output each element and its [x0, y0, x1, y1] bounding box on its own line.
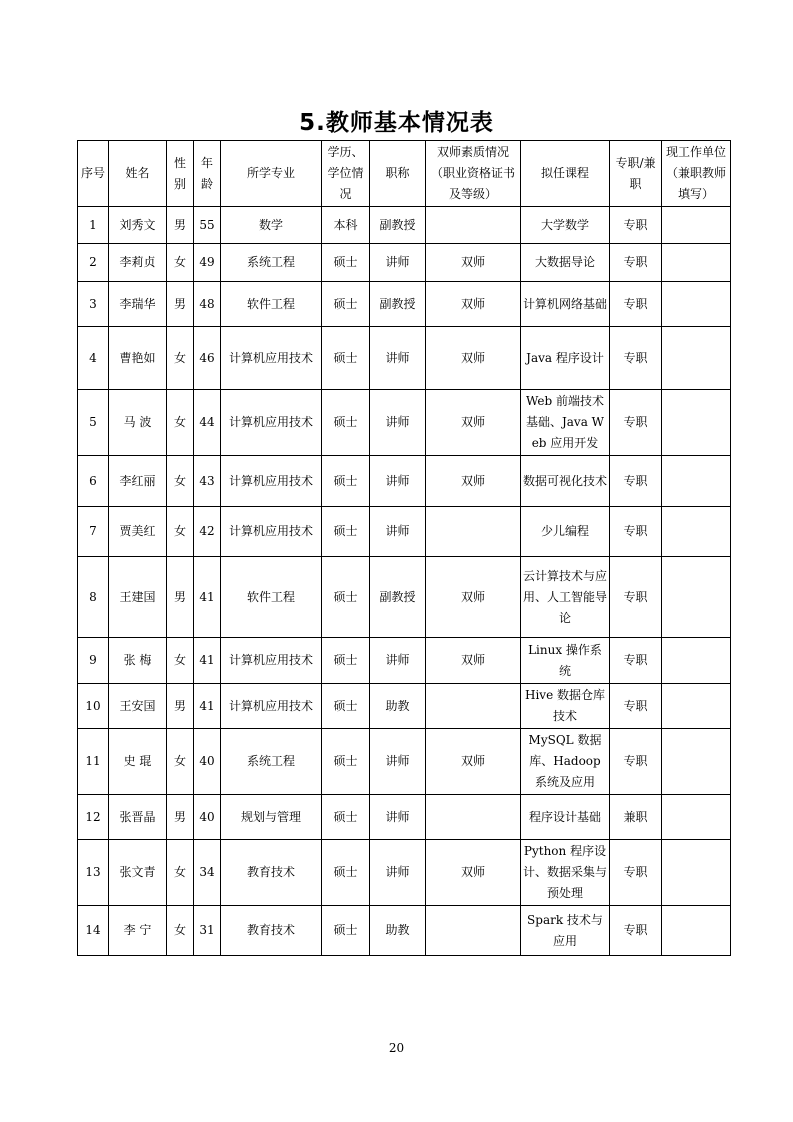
cell-no: 4 [78, 327, 109, 390]
cell-age: 55 [194, 207, 221, 244]
cell-type: 专职 [610, 557, 662, 638]
cell-age: 34 [194, 840, 221, 906]
cell-type: 专职 [610, 327, 662, 390]
table-row [78, 456, 731, 507]
cell-name: 张 梅 [109, 638, 167, 684]
cell-unit [662, 684, 731, 729]
cell-gender: 女 [167, 638, 194, 684]
cell-degree: 硕士 [322, 684, 370, 729]
cell-no: 10 [78, 684, 109, 729]
col-header-course: 拟任课程 [521, 141, 610, 207]
cell-name: 李莉贞 [109, 244, 167, 282]
cell-unit [662, 507, 731, 557]
cell-title: 助教 [370, 684, 426, 729]
cell-dual: 双师 [426, 557, 521, 638]
col-header-age: 年龄 [194, 141, 221, 207]
cell-gender: 男 [167, 207, 194, 244]
cell-degree: 硕士 [322, 557, 370, 638]
cell-type: 专职 [610, 684, 662, 729]
cell-course: 数据可视化技术 [521, 456, 610, 507]
table-row [78, 244, 731, 282]
cell-degree: 硕士 [322, 282, 370, 327]
col-header-gender: 性别 [167, 141, 194, 207]
cell-unit [662, 327, 731, 390]
cell-degree: 硕士 [322, 795, 370, 840]
cell-age: 40 [194, 795, 221, 840]
cell-gender: 女 [167, 327, 194, 390]
cell-no: 7 [78, 507, 109, 557]
cell-unit [662, 456, 731, 507]
cell-course: 少儿编程 [521, 507, 610, 557]
cell-no: 9 [78, 638, 109, 684]
cell-title: 讲师 [370, 244, 426, 282]
cell-title: 讲师 [370, 507, 426, 557]
cell-major: 计算机应用技术 [221, 327, 322, 390]
cell-age: 43 [194, 456, 221, 507]
table-body [78, 207, 731, 956]
table-row [78, 557, 731, 638]
cell-major: 计算机应用技术 [221, 638, 322, 684]
cell-gender: 女 [167, 729, 194, 795]
cell-title: 讲师 [370, 456, 426, 507]
cell-major: 教育技术 [221, 906, 322, 956]
table-row [78, 906, 731, 956]
cell-degree: 硕士 [322, 638, 370, 684]
cell-type: 专职 [610, 507, 662, 557]
cell-major: 软件工程 [221, 282, 322, 327]
cell-title: 讲师 [370, 729, 426, 795]
cell-title: 副教授 [370, 282, 426, 327]
cell-no: 13 [78, 840, 109, 906]
cell-age: 41 [194, 638, 221, 684]
cell-type: 专职 [610, 906, 662, 956]
cell-name: 李瑞华 [109, 282, 167, 327]
cell-type: 专职 [610, 282, 662, 327]
cell-type: 专职 [610, 456, 662, 507]
cell-no: 14 [78, 906, 109, 956]
cell-dual [426, 507, 521, 557]
cell-dual [426, 207, 521, 244]
cell-age: 41 [194, 557, 221, 638]
cell-unit [662, 557, 731, 638]
cell-title: 副教授 [370, 557, 426, 638]
cell-degree: 硕士 [322, 244, 370, 282]
cell-gender: 女 [167, 390, 194, 456]
cell-type: 兼职 [610, 795, 662, 840]
cell-name: 史 琨 [109, 729, 167, 795]
col-header-type: 专职/兼职 [610, 141, 662, 207]
cell-type: 专职 [610, 244, 662, 282]
cell-degree: 硕士 [322, 840, 370, 906]
table-row [78, 840, 731, 906]
cell-course: Java 程序设计 [521, 327, 610, 390]
cell-gender: 男 [167, 684, 194, 729]
cell-major: 数学 [221, 207, 322, 244]
cell-unit [662, 390, 731, 456]
cell-gender: 女 [167, 507, 194, 557]
cell-dual: 双师 [426, 244, 521, 282]
cell-age: 48 [194, 282, 221, 327]
cell-no: 2 [78, 244, 109, 282]
cell-name: 张晋晶 [109, 795, 167, 840]
cell-dual: 双师 [426, 390, 521, 456]
cell-dual: 双师 [426, 456, 521, 507]
cell-gender: 男 [167, 557, 194, 638]
cell-name: 曹艳如 [109, 327, 167, 390]
cell-title: 助教 [370, 906, 426, 956]
cell-age: 49 [194, 244, 221, 282]
cell-dual: 双师 [426, 638, 521, 684]
cell-age: 46 [194, 327, 221, 390]
col-header-unit: 现工作单位（兼职教师填写） [662, 141, 731, 207]
cell-title: 讲师 [370, 840, 426, 906]
table-row [78, 795, 731, 840]
cell-major: 系统工程 [221, 729, 322, 795]
cell-type: 专职 [610, 840, 662, 906]
cell-no: 8 [78, 557, 109, 638]
col-header-title: 职称 [370, 141, 426, 207]
table-row [78, 684, 731, 729]
cell-unit [662, 282, 731, 327]
table-row [78, 507, 731, 557]
cell-name: 张文青 [109, 840, 167, 906]
cell-course: 云计算技术与应用、人工智能导论 [521, 557, 610, 638]
cell-age: 41 [194, 684, 221, 729]
cell-unit [662, 906, 731, 956]
cell-degree: 硕士 [322, 729, 370, 795]
cell-dual [426, 906, 521, 956]
cell-course: Spark 技术与应用 [521, 906, 610, 956]
cell-unit [662, 207, 731, 244]
cell-course: 计算机网络基础 [521, 282, 610, 327]
cell-gender: 女 [167, 840, 194, 906]
teacher-info-table [77, 140, 731, 956]
cell-age: 40 [194, 729, 221, 795]
cell-no: 3 [78, 282, 109, 327]
cell-gender: 男 [167, 282, 194, 327]
cell-degree: 本科 [322, 207, 370, 244]
cell-unit [662, 795, 731, 840]
col-header-major: 所学专业 [221, 141, 322, 207]
cell-no: 11 [78, 729, 109, 795]
cell-gender: 女 [167, 906, 194, 956]
cell-gender: 女 [167, 244, 194, 282]
cell-unit [662, 840, 731, 906]
cell-dual: 双师 [426, 840, 521, 906]
cell-dual [426, 684, 521, 729]
table-row [78, 207, 731, 244]
table-row [78, 729, 731, 795]
cell-course: Web 前端技术基础、Java Web 应用开发 [521, 390, 610, 456]
table-title: 5.教师基本情况表 [299, 110, 494, 136]
cell-degree: 硕士 [322, 906, 370, 956]
cell-major: 教育技术 [221, 840, 322, 906]
cell-type: 专职 [610, 390, 662, 456]
cell-major: 计算机应用技术 [221, 507, 322, 557]
page-number: 20 [388, 1041, 405, 1055]
header-row [78, 141, 731, 207]
cell-degree: 硕士 [322, 327, 370, 390]
cell-major: 计算机应用技术 [221, 684, 322, 729]
table-row [78, 390, 731, 456]
cell-name: 王建国 [109, 557, 167, 638]
cell-title: 讲师 [370, 390, 426, 456]
cell-no: 5 [78, 390, 109, 456]
cell-major: 规划与管理 [221, 795, 322, 840]
cell-type: 专职 [610, 729, 662, 795]
table-row [78, 282, 731, 327]
cell-age: 42 [194, 507, 221, 557]
cell-gender: 男 [167, 795, 194, 840]
col-header-dual: 双师素质情况（职业资格证书及等级） [426, 141, 521, 207]
cell-dual: 双师 [426, 282, 521, 327]
cell-course: 大学数学 [521, 207, 610, 244]
cell-name: 刘秀文 [109, 207, 167, 244]
cell-course: Python 程序设计、数据采集与预处理 [521, 840, 610, 906]
cell-major: 系统工程 [221, 244, 322, 282]
cell-no: 6 [78, 456, 109, 507]
cell-course: Hive 数据仓库技术 [521, 684, 610, 729]
cell-title: 讲师 [370, 638, 426, 684]
cell-dual [426, 795, 521, 840]
col-header-degree: 学历、学位情况 [322, 141, 370, 207]
cell-major: 计算机应用技术 [221, 390, 322, 456]
cell-unit [662, 638, 731, 684]
cell-name: 马 波 [109, 390, 167, 456]
cell-title: 讲师 [370, 327, 426, 390]
table-row [78, 638, 731, 684]
cell-name: 李 宁 [109, 906, 167, 956]
col-header-no: 序号 [78, 141, 109, 207]
cell-name: 贾美红 [109, 507, 167, 557]
cell-dual: 双师 [426, 729, 521, 795]
cell-course: 大数据导论 [521, 244, 610, 282]
cell-title: 副教授 [370, 207, 426, 244]
cell-type: 专职 [610, 207, 662, 244]
cell-degree: 硕士 [322, 456, 370, 507]
cell-no: 12 [78, 795, 109, 840]
cell-unit [662, 729, 731, 795]
cell-age: 31 [194, 906, 221, 956]
table-row [78, 327, 731, 390]
cell-type: 专职 [610, 638, 662, 684]
cell-dual: 双师 [426, 327, 521, 390]
cell-degree: 硕士 [322, 390, 370, 456]
cell-no: 1 [78, 207, 109, 244]
cell-name: 李红丽 [109, 456, 167, 507]
cell-title: 讲师 [370, 795, 426, 840]
cell-course: MySQL 数据库、Hadoop 系统及应用 [521, 729, 610, 795]
cell-major: 软件工程 [221, 557, 322, 638]
cell-course: Linux 操作系统 [521, 638, 610, 684]
cell-major: 计算机应用技术 [221, 456, 322, 507]
cell-gender: 女 [167, 456, 194, 507]
cell-name: 王安国 [109, 684, 167, 729]
col-header-name: 姓名 [109, 141, 167, 207]
cell-course: 程序设计基础 [521, 795, 610, 840]
cell-degree: 硕士 [322, 507, 370, 557]
cell-age: 44 [194, 390, 221, 456]
cell-unit [662, 244, 731, 282]
